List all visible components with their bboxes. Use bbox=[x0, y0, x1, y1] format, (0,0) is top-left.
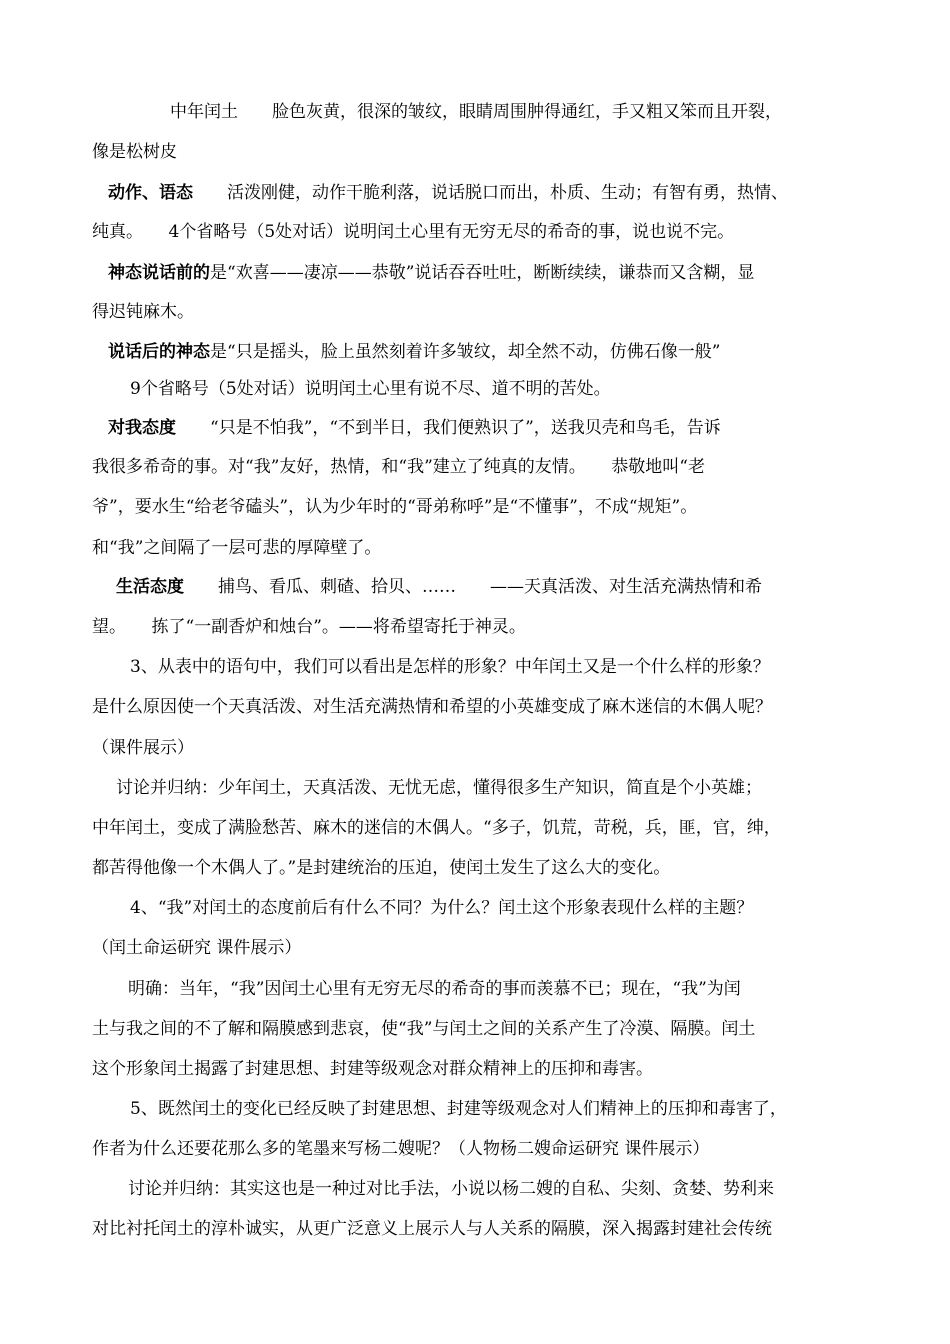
line-text: 讨论并归纳：少年闰土，天真活泼、无忧无虑，懂得很多生产知识，简直是个小英雄； bbox=[116, 778, 762, 798]
text-line bbox=[92, 456, 882, 478]
text-line bbox=[92, 1138, 882, 1160]
text-line bbox=[116, 777, 882, 799]
text-line bbox=[130, 378, 882, 400]
text-line bbox=[92, 696, 882, 718]
text-line bbox=[130, 656, 882, 678]
line-text: 活泼刚健，动作干脆利落，说话脱口而出，朴质、生动；有智有勇，热情、 bbox=[193, 183, 788, 203]
text-line bbox=[108, 262, 882, 284]
line-text: 明确：当年，“我”因闰土心里有无穷无尽的希奇的事而羡慕不已；现在，“我”为闰 bbox=[128, 979, 741, 999]
line-text: 是“只是摇头，脸上虽然刻着许多皱纹，却全然不动，仿佛石像一般” bbox=[210, 342, 721, 362]
text-line bbox=[128, 1178, 882, 1200]
line-text: （课件展示） bbox=[92, 738, 194, 758]
line-text: 和“我”之间隔了一层可悲的厚障壁了。 bbox=[92, 538, 382, 558]
line-text: 这个形象闰土揭露了封建思想、封建等级观念对群众精神上的压抑和毒害。 bbox=[92, 1059, 653, 1079]
line-text: 得迟钝麻木。 bbox=[92, 302, 194, 322]
line-text: （闰土命运研究 课件展示） bbox=[92, 938, 302, 958]
line-text: 爷”，要水生“给老爷磕头”，认为少年时的“哥弟称呼”是“不懂事”，不成“规矩”。 bbox=[92, 497, 698, 517]
text-line bbox=[92, 937, 882, 959]
line-text: 9个省略号（5处对话）说明闰土心里有说不尽、道不明的苦处。 bbox=[130, 379, 611, 399]
text-line bbox=[108, 182, 882, 204]
text-line bbox=[92, 1018, 882, 1040]
line-text: 捕鸟、看瓜、刺碴、拾贝、…… ——天真活泼、对生活充满热情和希 bbox=[184, 577, 762, 597]
line-text: 3、从表中的语句中，我们可以看出是怎样的形象？中年闰土又是一个什么样的形象？ bbox=[130, 657, 770, 677]
text-line bbox=[92, 221, 882, 243]
text-line bbox=[128, 978, 882, 1000]
text-line bbox=[92, 817, 882, 839]
text-line bbox=[92, 496, 882, 518]
heading-after-speaking: 说话后的神态 bbox=[108, 342, 210, 362]
line-text: 中年闰土 脸色灰黄，很深的皱纹，眼睛周围肿得通红，手又粗又笨而且开裂， bbox=[170, 102, 782, 122]
line-text: 对比衬托闰土的淳朴诚实，从更广泛意义上展示人与人关系的隔膜，深入揭露封建社会传统 bbox=[92, 1219, 772, 1239]
text-line bbox=[116, 576, 882, 598]
line-text: 讨论并归纳：其实这也是一种过对比手法，小说以杨二嫂的自私、尖刻、贪婪、势利来 bbox=[128, 1179, 774, 1199]
text-line bbox=[108, 417, 882, 439]
line-text: 是什么原因使一个天真活泼、对生活充满热情和希望的小英雄变成了麻木迷信的木偶人呢？ bbox=[92, 697, 772, 717]
text-line bbox=[92, 616, 882, 638]
text-line bbox=[92, 857, 882, 879]
line-text: 纯真。 4个省略号（5处对话）说明闰土心里有无穷无尽的希奇的事，说也说不完。 bbox=[92, 222, 735, 242]
heading-life-attitude: 生活态度 bbox=[116, 577, 184, 597]
line-text: 我很多希奇的事。对“我”友好，热情，和“我”建立了纯真的友情。 恭敬地叫“老 bbox=[92, 457, 705, 477]
line-text: 中年闰土，变成了满脸愁苦、麻木的迷信的木偶人。“多子，饥荒，苛税，兵，匪，官，绅， bbox=[92, 818, 781, 838]
text-line bbox=[92, 537, 882, 559]
text-line bbox=[92, 1058, 882, 1080]
line-text: 土与我之间的不了解和隔膜感到悲哀，使“我”与闰土之间的关系产生了冷漠、隔膜。闰土 bbox=[92, 1019, 756, 1039]
line-text: 都苦得他像一个木偶人了。”是封建统治的压迫，使闰土发生了这么大的变化。 bbox=[92, 858, 671, 878]
line-text: 像是松树皮 bbox=[92, 142, 177, 162]
text-line bbox=[170, 101, 882, 123]
line-text: 5、既然闰土的变化已经反映了封建思想、封建等级观念对人们精神上的压抑和毒害了， bbox=[130, 1099, 787, 1119]
text-line bbox=[92, 301, 882, 323]
heading-action-speech: 动作、语态 bbox=[108, 183, 193, 203]
text-line bbox=[92, 1218, 882, 1240]
heading-before-speaking: 神态说话前的 bbox=[108, 263, 210, 283]
line-text: “只是不怕我”，“不到半日，我们便熟识了”，送我贝壳和鸟毛，告诉 bbox=[176, 418, 721, 438]
line-text: 是“欢喜——凄凉——恭敬”说话吞吞吐吐，断断续续，谦恭而又含糊，显 bbox=[210, 263, 755, 283]
text-line bbox=[130, 897, 882, 919]
line-text: 4、“我”对闰土的态度前后有什么不同？为什么？闰土这个形象表现什么样的主题？ bbox=[130, 898, 754, 918]
text-line bbox=[92, 141, 882, 163]
text-line bbox=[130, 1098, 882, 1120]
heading-attitude-to-me: 对我态度 bbox=[108, 418, 176, 438]
text-line bbox=[108, 341, 882, 363]
line-text: 作者为什么还要花那么多的笔墨来写杨二嫂呢？（人物杨二嫂命运研究 课件展示） bbox=[92, 1139, 710, 1159]
line-text: 望。 拣了“一副香炉和烛台”。——将希望寄托于神灵。 bbox=[92, 617, 526, 637]
text-line bbox=[92, 737, 882, 759]
